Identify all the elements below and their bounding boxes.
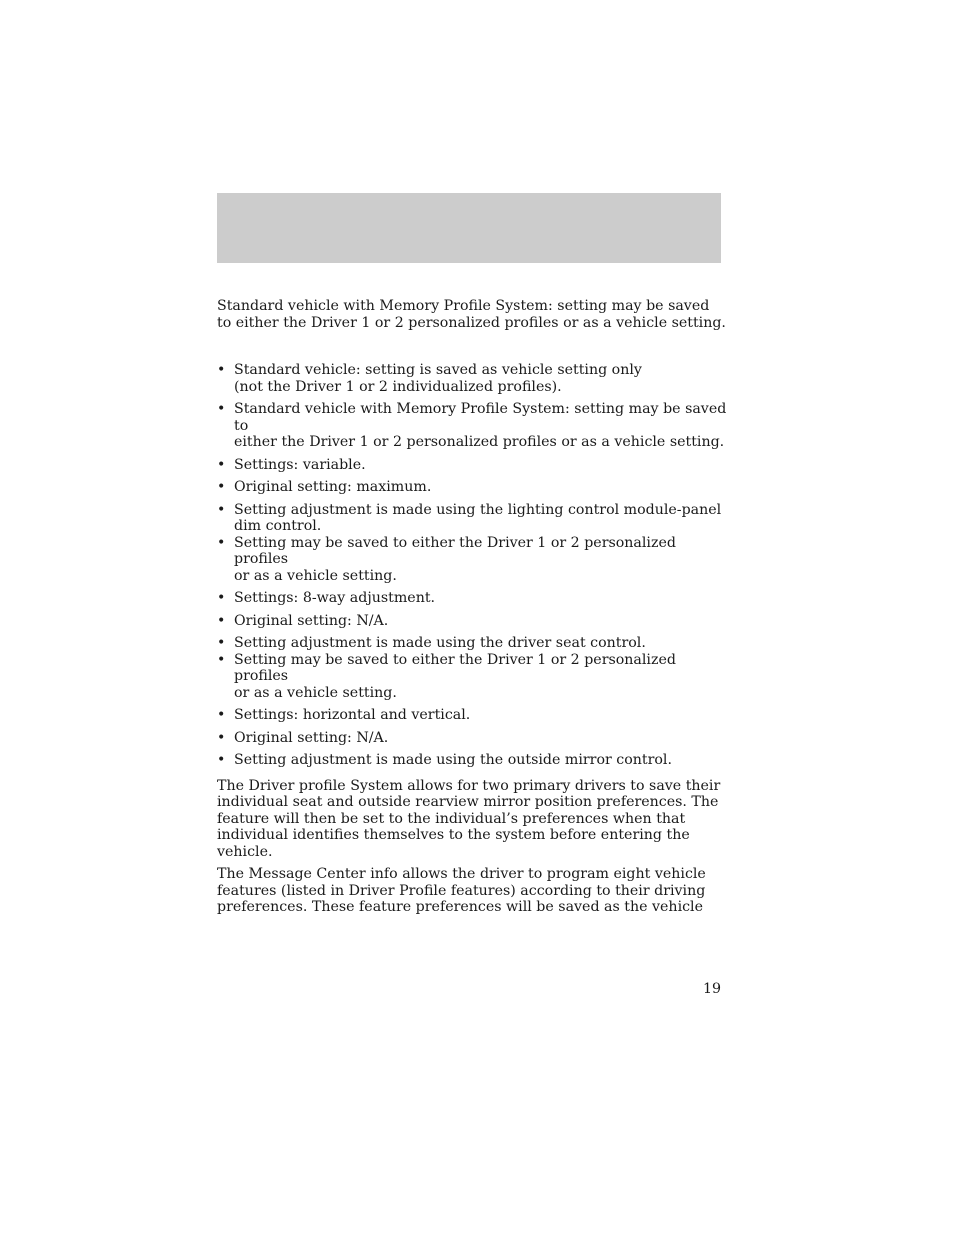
bullet-dot-icon: • bbox=[217, 707, 226, 723]
paragraph-line: individual seat and outside rearview mirror position preferences. The bbox=[217, 794, 719, 810]
bullet-text-line: (not the Driver 1 or 2 individualized profiles). bbox=[234, 378, 562, 395]
paragraph-line: features (listed in Driver Profile features) according to their driving bbox=[217, 882, 706, 899]
bullet-dot-icon: • bbox=[217, 651, 226, 668]
bullet-dot-icon: • bbox=[217, 401, 226, 417]
section-header-bar bbox=[217, 193, 721, 263]
bullet-item bbox=[217, 635, 727, 652]
spacer bbox=[217, 769, 727, 778]
page-number: 19 bbox=[702, 981, 721, 997]
bullet-dot-icon: • bbox=[217, 635, 226, 651]
bullet-text-line: Original setting: N/A. bbox=[234, 729, 389, 746]
bullet-item bbox=[217, 401, 727, 451]
bullet-text-line: either the Driver 1 or 2 personalized profiles or as a vehicle setting. bbox=[234, 434, 725, 450]
bullet-item bbox=[217, 479, 727, 496]
bullet-dot-icon: • bbox=[217, 590, 226, 606]
bullet-text-line: Setting may be saved to either the Driver 1 or 2 personalized profiles bbox=[234, 651, 676, 684]
paragraph-line: individual identifies themselves to the system before entering the vehicle. bbox=[217, 827, 690, 860]
bullet-text-line: Original setting: N/A. bbox=[234, 612, 389, 629]
bullet-text-line: Setting may be saved to either the Driver 1 or 2 personalized profiles bbox=[234, 534, 676, 567]
bullet-text-line: Setting adjustment is made using the lighting control module-panel bbox=[234, 501, 722, 518]
intro-paragraph: Standard vehicle with Memory Profile System: setting may be saved to either the Driver 1 or 2 personalized profiles or as a vehicle setting. bbox=[217, 298, 726, 331]
bullet-list-2 bbox=[217, 535, 727, 652]
bullet-dot-icon: • bbox=[217, 729, 226, 746]
bullet-text-line: Settings: variable. bbox=[234, 456, 366, 473]
page-content bbox=[217, 298, 727, 922]
bullet-text-line: Original setting: maximum. bbox=[234, 479, 432, 495]
bullet-item bbox=[217, 590, 727, 607]
bullet-text-line: Settings: horizontal and vertical. bbox=[234, 707, 471, 723]
bullet-dot-icon: • bbox=[217, 752, 226, 768]
bullet-text-line: Setting adjustment is made using the driver seat control. bbox=[234, 635, 646, 651]
body-paragraph-1 bbox=[217, 778, 727, 861]
bullet-item bbox=[217, 535, 727, 585]
bullet-list-1 bbox=[217, 362, 727, 535]
bullet-item bbox=[217, 502, 727, 535]
bullet-dot-icon: • bbox=[217, 479, 226, 495]
paragraph-line: The Driver profile System allows for two primary drivers to save their bbox=[217, 777, 721, 794]
bullet-item bbox=[217, 752, 727, 769]
paragraph-line: preferences. These feature preferences will be saved as the vehicle bbox=[217, 899, 703, 915]
bullet-item bbox=[217, 457, 727, 474]
bullet-text-line: Standard vehicle: setting is saved as vehicle setting only bbox=[234, 362, 642, 378]
bullet-list-3 bbox=[217, 652, 727, 769]
bullet-item bbox=[217, 730, 727, 747]
bullet-dot-icon: • bbox=[217, 501, 226, 518]
paragraph-line: The Message Center info allows the driver to program eight vehicle bbox=[217, 866, 706, 882]
bullet-text-line: or as a vehicle setting. bbox=[234, 684, 397, 701]
bullet-text-line: Standard vehicle with Memory Profile System: setting may be saved to bbox=[234, 401, 727, 434]
bullet-dot-icon: • bbox=[217, 612, 226, 629]
bullet-text-line: Settings: 8-way adjustment. bbox=[234, 590, 436, 606]
bullet-item bbox=[217, 707, 727, 724]
bullet-item bbox=[217, 613, 727, 630]
bullet-text-line: Setting adjustment is made using the outside mirror control. bbox=[234, 752, 672, 768]
bullet-text-line: or as a vehicle setting. bbox=[234, 567, 397, 584]
bullet-dot-icon: • bbox=[217, 534, 226, 551]
body-paragraph-2 bbox=[217, 866, 727, 916]
bullet-item bbox=[217, 652, 727, 702]
bullet-dot-icon: • bbox=[217, 362, 226, 378]
bullet-text-line: dim control. bbox=[234, 518, 322, 534]
bullet-dot-icon: • bbox=[217, 456, 226, 473]
bullet-item bbox=[217, 362, 727, 395]
paragraph-line: feature will then be set to the individual’s preferences when that bbox=[217, 810, 686, 827]
